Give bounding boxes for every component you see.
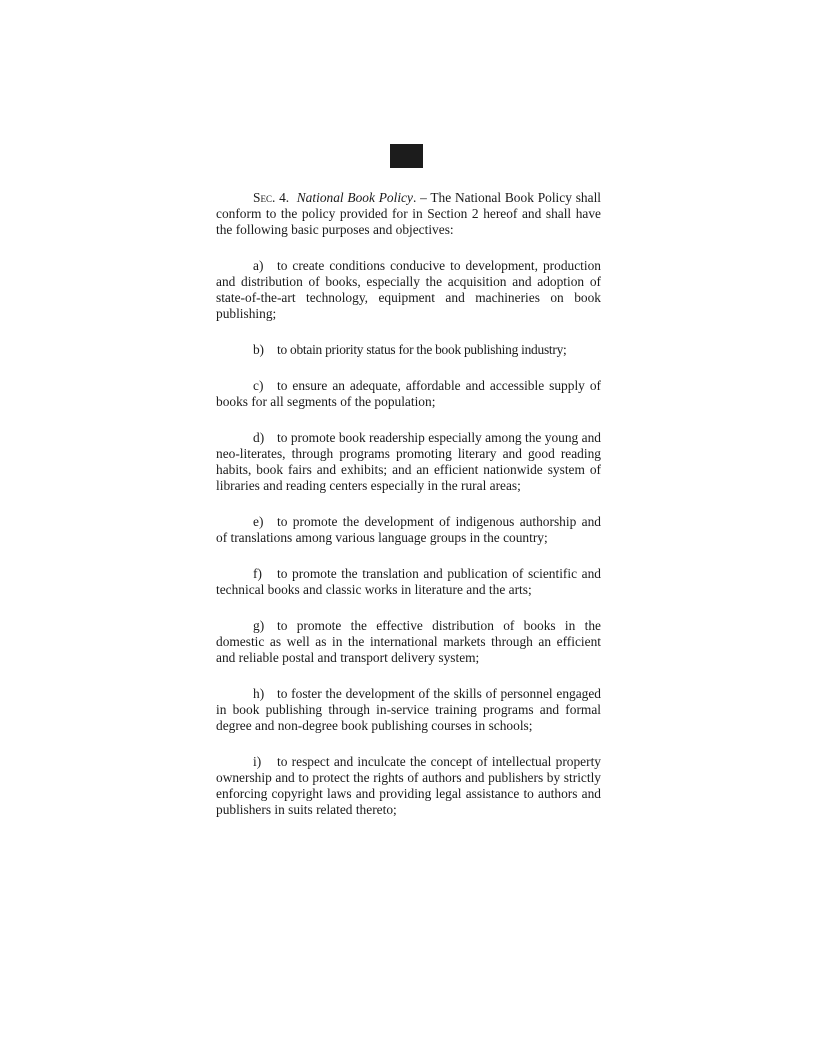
list-item-text: to foster the development of the skills of personnel engaged in book publishing through in-service training programs and formal degree and non-degree book publishing courses in schools; <box>216 686 601 733</box>
list-item-e <box>216 514 601 546</box>
list-item-label: i) <box>253 754 262 769</box>
list-item-label: a) <box>253 258 264 273</box>
section-intro: . – The National Book Policy shall conform to the policy provided for in Section 2 hereof and shall have the following basic purposes and objectives: <box>216 190 602 237</box>
list-item-c <box>216 378 601 410</box>
list-item-label: g) <box>253 618 265 633</box>
list-item-text: to respect and inculcate the concept of intellectual property ownership and to protect the rights of authors and publishers by strictly enforcing copyright laws and providing legal assistance to authors and publishers in suits related thereto; <box>216 754 601 817</box>
list-item-i <box>216 754 601 818</box>
list-item-text: to promote book readership especially among the young and neo-literates, through programs promoting literary and good reading habits, book fairs and exhibits; and an efficient nationwide system of libraries and reading centers especially in the rural areas; <box>216 430 601 493</box>
section-number: Sec. 4. <box>253 190 290 205</box>
list-item-text: to obtain priority status for the book publishing industry; <box>277 342 567 357</box>
list-item-text: to create conditions conducive to development, production and distribution of books, especially the acquisition and adoption of state-of-the-art technology, equipment and machineries on book publishing; <box>216 258 601 321</box>
list-item-text: to ensure an adequate, affordable and accessible supply of books for all segments of the population; <box>216 378 601 409</box>
list-item-label: b) <box>253 342 264 357</box>
list-item-f <box>216 566 601 598</box>
redaction-block <box>390 144 423 168</box>
section-heading-paragraph <box>216 190 601 238</box>
list-item-b <box>216 342 601 358</box>
list-item-g <box>216 618 601 666</box>
list-item-text: to promote the translation and publication of scientific and technical books and classic works in literature and the arts; <box>216 566 601 597</box>
list-item-h <box>216 686 601 734</box>
section-title: National Book Policy <box>296 190 413 205</box>
document-body <box>216 190 601 838</box>
list-item-text: to promote the development of indigenous authorship and of translations among various language groups in the country; <box>216 514 601 545</box>
list-item-label: f) <box>253 566 262 581</box>
list-item-a <box>216 258 601 322</box>
list-item-label: d) <box>253 430 265 445</box>
list-item-d <box>216 430 601 494</box>
list-item-label: e) <box>253 514 264 529</box>
list-item-label: c) <box>253 378 264 393</box>
list-item-text: to promote the effective distribution of books in the domestic as well as in the international markets through an efficient and reliable postal and transport delivery system; <box>216 618 601 665</box>
list-item-label: h) <box>253 686 265 701</box>
